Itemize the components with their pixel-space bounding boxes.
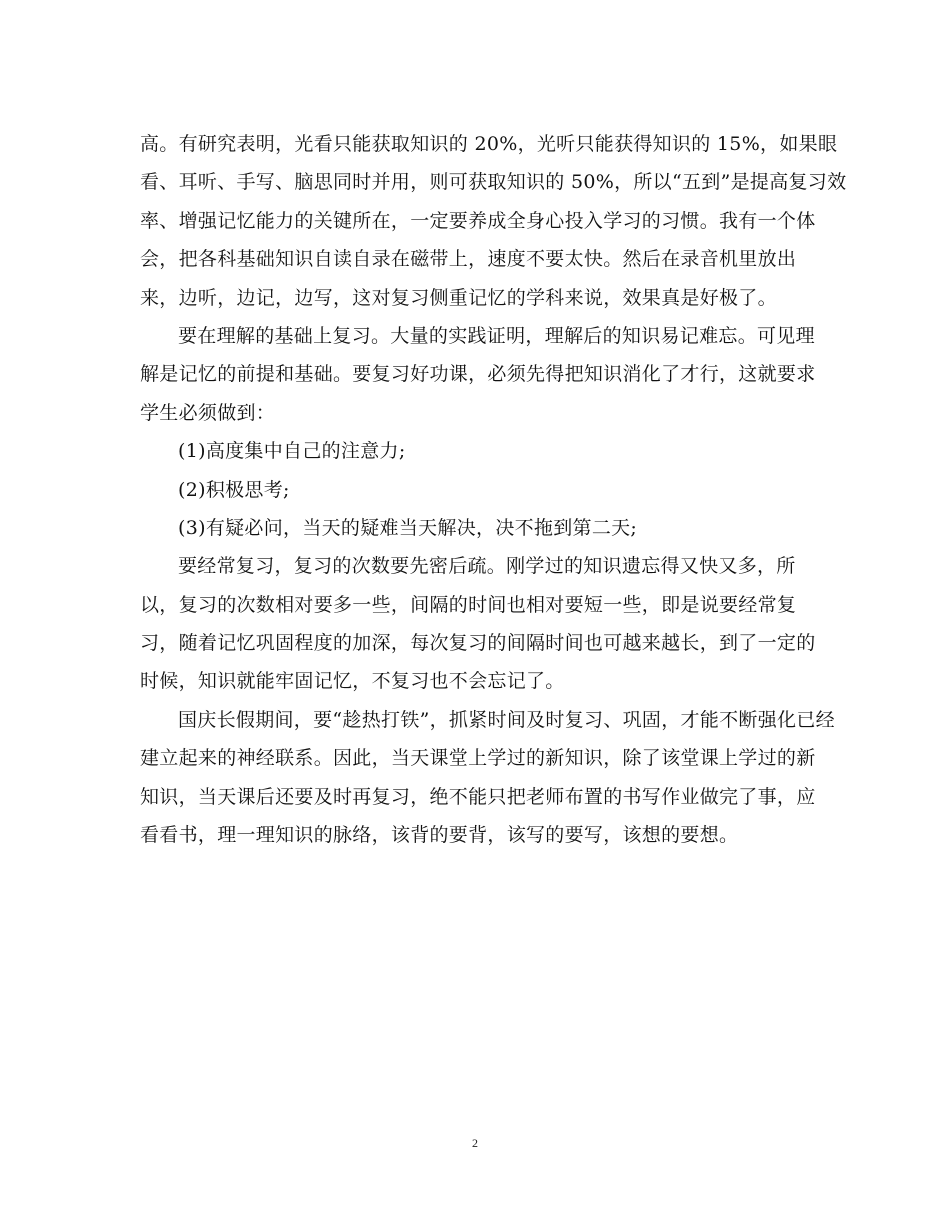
text-line-7: 解是记忆的前提和基础。要复习好功课，必须先得把知识消化了才行，这就要求 xyxy=(140,363,816,386)
list-item-3: (3)有疑必问，当天的疑难当天解决，决不拖到第二天; xyxy=(178,516,638,539)
text-line-4: 会，把各科基础知识自读自录在磁带上，速度不要太快。然后在录音机里放出 xyxy=(140,248,797,271)
list-item-2: (2)积极思考; xyxy=(178,478,290,501)
text-line-5: 来，边听，边记，边写，这对复习侧重记忆的学科来说，效果真是好极了。 xyxy=(140,286,777,309)
page-number: 2 xyxy=(472,1136,478,1150)
text-line-1: 高。有研究表明，光看只能获取知识的 20%，光听只能获得知识的 15%，如果眼 xyxy=(140,133,838,155)
text-line-14: 习，随着记忆巩固程度的加深，每次复习的间隔时间也可越来越长，到了一定的 xyxy=(140,632,816,655)
text-line-2: 看、耳听、手写、脑思同时并用，则可获取知识的 50%，所以“五到”是提高复习效 xyxy=(140,171,847,194)
text-line-15: 时候，知识就能牢固记忆，不复习也不会忘记了。 xyxy=(140,670,565,693)
text-line-19: 看看书，理一理知识的脉络，该背的要背，该写的要写，该想的要想。 xyxy=(140,824,739,847)
text-line-8: 学生必须做到： xyxy=(140,401,276,424)
body-text xyxy=(140,125,847,854)
text-line-6: 要在理解的基础上复习。大量的实践证明，理解后的知识易记难忘。可见理 xyxy=(178,324,815,347)
text-line-3: 率、增强记忆能力的关键所在，一定要养成全身心投入学习的习惯。我有一个体 xyxy=(140,209,816,232)
text-line-16: 国庆长假期间，要“趁热打铁”，抓紧时间及时复习、巩固，才能不断强化已经 xyxy=(178,708,835,731)
text-line-18: 知识，当天课后还要及时再复习，绝不能只把老师布置的书写作业做完了事，应 xyxy=(140,785,816,808)
text-line-12: 要经常复习，复习的次数要先密后疏。刚学过的知识遗忘得又快又多，所 xyxy=(178,555,796,578)
text-line-17: 建立起来的神经联系。因此，当天课堂上学过的新知识，除了该堂课上学过的新 xyxy=(140,747,816,770)
list-item-1: (1)高度集中自己的注意力; xyxy=(178,440,406,463)
text-line-13: 以，复习的次数相对要多一些，间隔的时间也相对要短一些，即是说要经常复 xyxy=(140,593,797,616)
